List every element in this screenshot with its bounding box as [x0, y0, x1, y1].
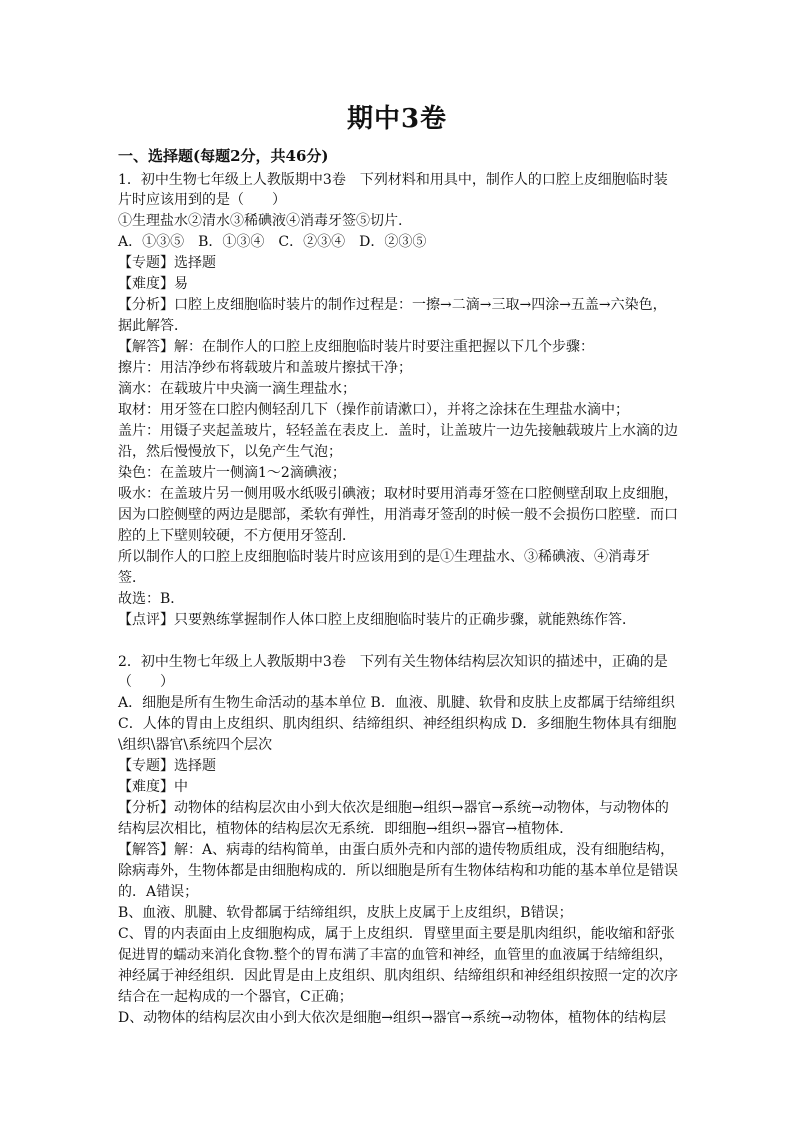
q1-step: 染色：在盖玻片一侧滴1～2滴碘液； — [118, 465, 346, 481]
q2-answer: 促进胃的蠕动来消化食物.整个的胃布满了丰富的血管和神经，血管里的血液属于结缔组织， — [118, 947, 673, 963]
q2-answer: B、血液、肌腱、软骨都属于结缔组织，皮肤上皮属于上皮组织，B错误； — [118, 905, 573, 921]
q1-stem-line: 1．初中生物七年级上人教版期中3卷 下列材料和用具中，制作人的口腔上皮细胞临时装 — [118, 172, 668, 188]
q2-answer: 除病毒外，生物体都是由细胞构成的．所以细胞是所有生物体结构和功能的基本单位是错误 — [118, 863, 678, 879]
q1-step: 因为口腔侧壁的两边是腮部，柔软有弹性，用消毒牙签刮的时候一般不会损伤口腔壁．而口 — [118, 507, 678, 523]
q1-step: 擦片：用洁净纱布将载玻片和盖玻片擦拭干净； — [118, 360, 412, 376]
q2-options: A．细胞是所有生物生命活动的基本单位 B．血液、肌腱、软骨和皮肤上皮都属于结缔组织 — [118, 695, 675, 711]
q2-analysis: 【分析】动物体的结构层次由小到大依次是细胞→组织→器官→系统→动物体，与动物体的 — [118, 800, 669, 816]
q1-choice: 故选：B． — [118, 591, 185, 607]
q1-difficulty: 【难度】易 — [118, 276, 188, 292]
q1-step: 盖片：用镊子夹起盖玻片，轻轻盖在表皮上．盖时，让盖玻片一边先接触载玻片上水滴的边 — [118, 423, 678, 439]
q1-stem-line: 片时应该用到的是（ ） — [118, 192, 286, 208]
q2-stem-line: 2．初中生物七年级上人教版期中3卷 下列有关生物体结构层次知识的描述中，正确的是 — [118, 654, 668, 670]
q2-answer: 的．A错误； — [118, 884, 199, 900]
section-heading: 一、选择题(每题2分，共46分) — [118, 147, 329, 165]
q2-stem-line: （ ） — [118, 674, 174, 690]
q2-answer: 【解答】解：A、病毒的结构简单，由蛋白质外壳和内部的遗传物质组成，没有细胞结构， — [118, 842, 675, 858]
q2-answer: 结合在一起构成的一个器官，C正确； — [118, 989, 353, 1005]
q1-conclusion: 所以制作人的口腔上皮细胞临时装片时应该用到的是①生理盐水、③稀碘液、④消毒牙 — [118, 549, 650, 565]
q1-materials: ①生理盐水②清水③稀碘液④消毒牙签⑤切片. — [118, 213, 403, 229]
q2-difficulty: 【难度】中 — [118, 779, 188, 795]
q2-options: C．人体的胃由上皮组织、肌肉组织、结缔组织、神经组织构成 D．多细胞生物体具有细胞 — [118, 716, 677, 732]
q1-step: 吸水：在盖玻片另一侧用吸水纸吸引碘液；取材时要用消毒牙签在口腔侧壁刮取上皮细胞， — [118, 486, 678, 502]
q1-options: A．①③⑤ B．①③④ C．②③④ D．②③⑤ — [118, 234, 427, 250]
q1-step: 沿，然后慢慢放下，以免产生气泡； — [118, 444, 342, 460]
q2-options: \组织\器官\系统四个层次 — [118, 737, 273, 753]
q1-analysis: 【分析】口腔上皮细胞临时装片的制作过程是：一擦→二滴→三取→四涂→五盖→六染色， — [118, 297, 667, 313]
q2-answer: 神经属于神经组织．因此胃是由上皮组织、肌肉组织、结缔组织和神经组织按照一定的次序 — [118, 968, 678, 984]
q1-comment: 【点评】只要熟练掌握制作人体口腔上皮细胞临时装片的正确步骤，就能熟练作答． — [118, 612, 636, 628]
q1-answer-intro: 【解答】解：在制作人的口腔上皮细胞临时装片时要注重把握以下几个步骤： — [118, 339, 594, 355]
q1-step: 取材：用牙签在口腔内侧轻刮几下（操作前请漱口），并将之涂抹在生理盐水滴中； — [118, 402, 629, 418]
q2-answer: D、动物体的结构层次由小到大依次是细胞→组织→器官→系统→动物体，植物体的结构层 — [118, 1010, 667, 1026]
q2-topic: 【专题】选择题 — [118, 758, 216, 774]
page-title: 期中3卷 — [346, 104, 448, 134]
q1-topic: 【专题】选择题 — [118, 255, 216, 271]
q1-step: 腔的上下壁则较硬，不方便用牙签刮． — [118, 528, 356, 544]
q2-answer: C、胃的内表面由上皮细胞构成，属于上皮组织．胃壁里面主要是肌肉组织，能收缩和舒张 — [118, 926, 675, 942]
q1-step: 滴水：在载玻片中央滴一滴生理盐水； — [118, 381, 356, 397]
q1-conclusion: 签． — [118, 570, 146, 586]
q2-analysis: 结构层次相比，植物体的结构层次无系统．即细胞→组织→器官→植物体． — [118, 821, 574, 837]
q1-analysis: 据此解答． — [118, 318, 188, 334]
